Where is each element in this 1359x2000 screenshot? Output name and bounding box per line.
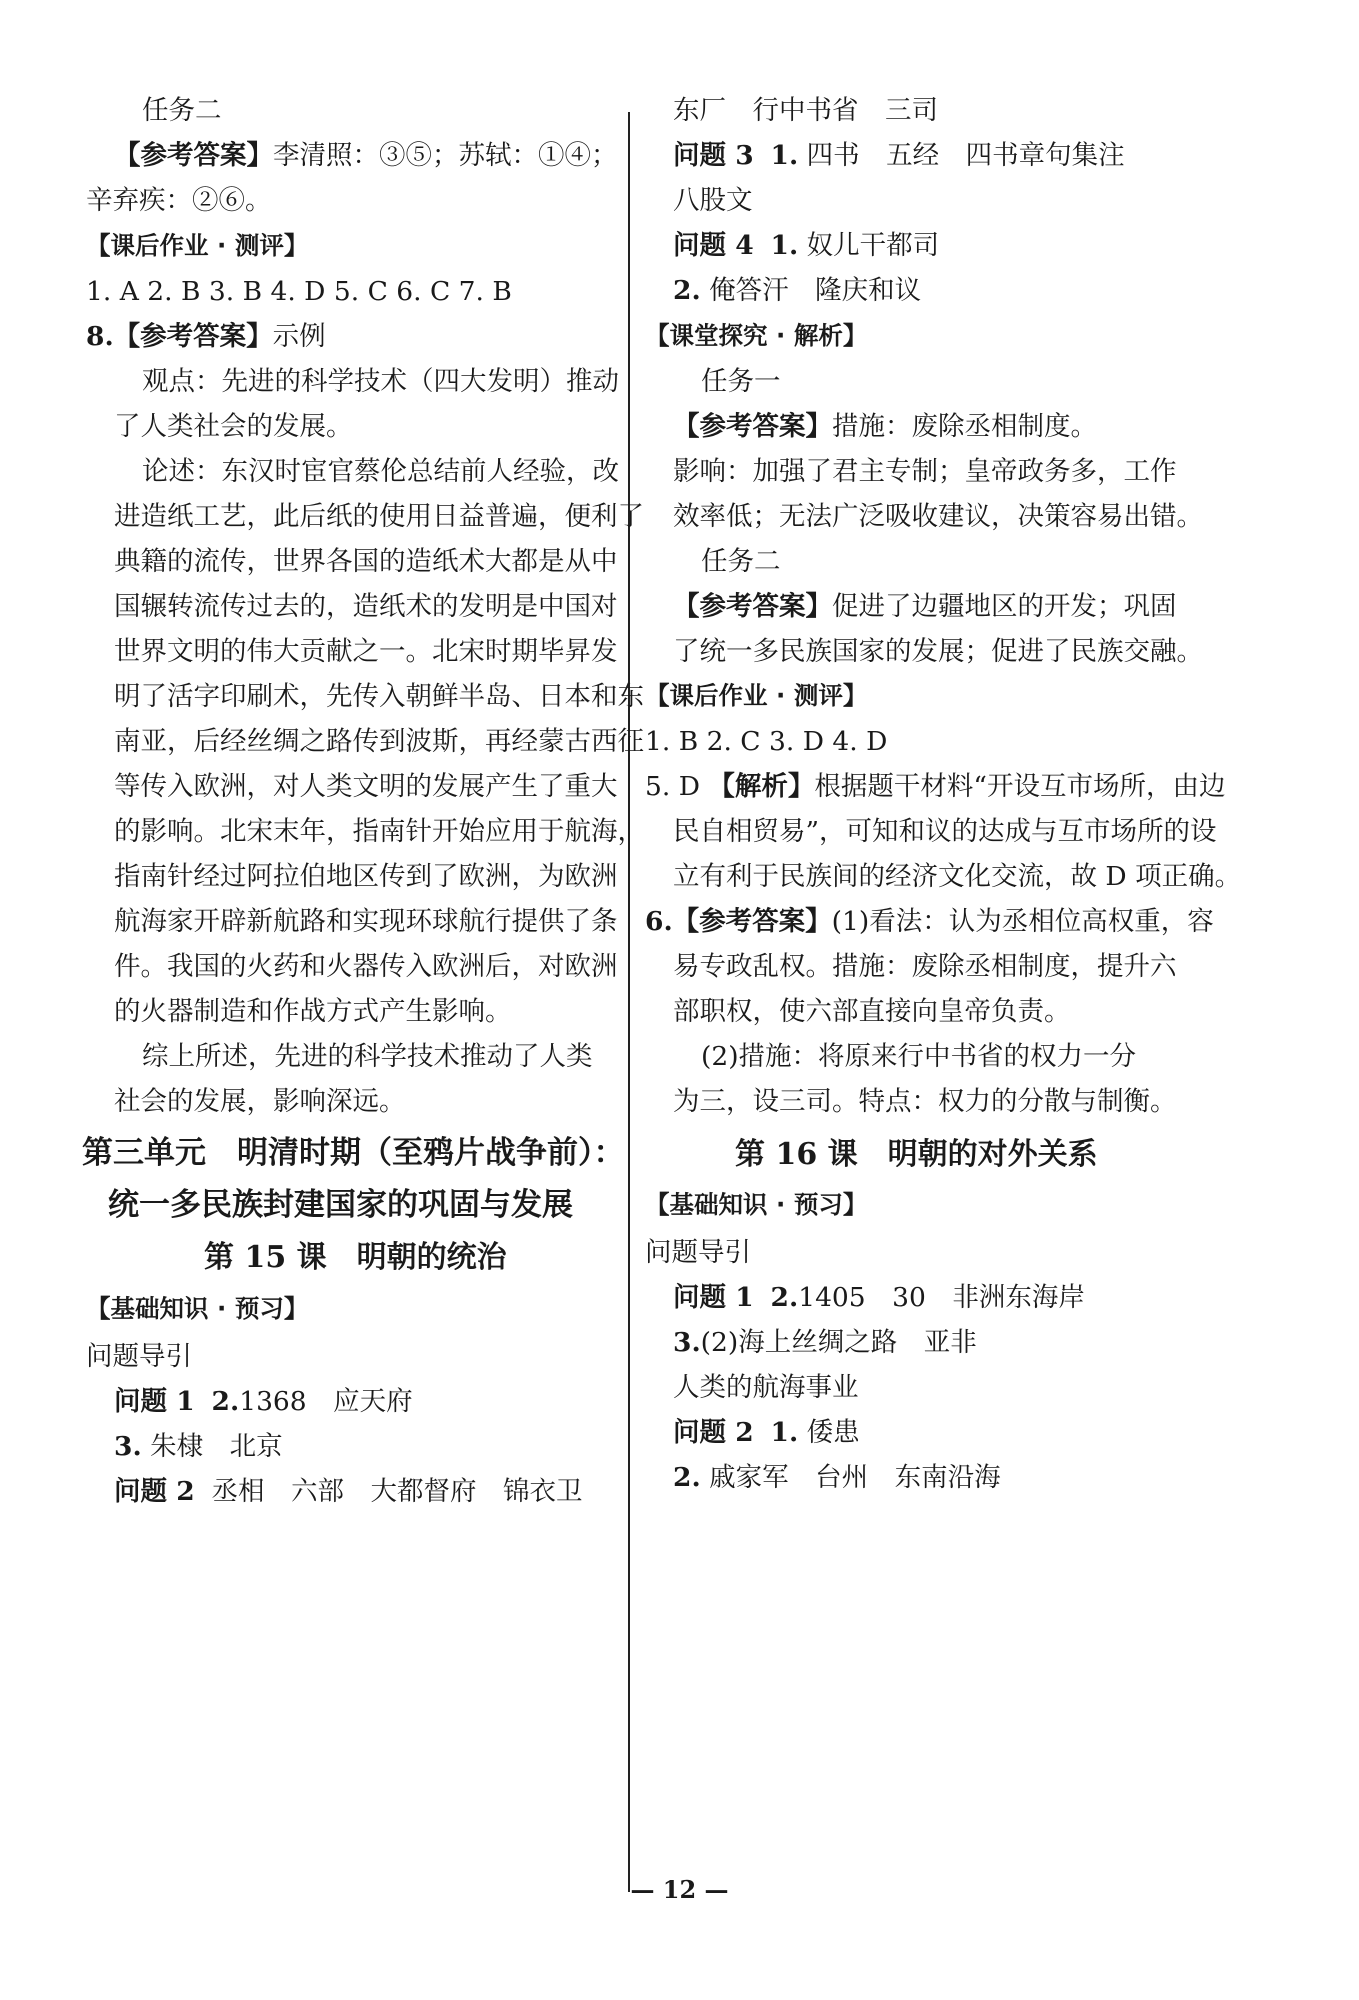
answer-line <box>673 411 1097 442</box>
section-heading: 【基础知识 · 预习】 <box>86 1294 309 1323</box>
text-line: 部职权，使六部直接向皇帝负责。 <box>673 996 1071 1027</box>
text-line: 南亚，后经丝绸之路传到波斯，再经蒙古西征 <box>114 726 644 757</box>
answer-text: 戚家军 台州 东南沿海 <box>709 1462 1001 1493</box>
question-label: 问题 4 <box>673 230 754 261</box>
question-label: 问题 1 <box>114 1386 195 1417</box>
answer-text: 四书 五经 四书章句集注 <box>806 140 1125 171</box>
item-number: 2. <box>770 1282 799 1313</box>
text-line: 等传入欧洲，对人类文明的发展产生了重大 <box>114 771 618 802</box>
text-line: 效率低；无法广泛吸收建议，决策容易出错。 <box>673 501 1203 532</box>
question-label: 问题 1 <box>673 1282 754 1313</box>
question-number: 8. <box>86 321 114 352</box>
answer-line: 八股文 <box>673 185 753 216</box>
question-number: 6. <box>645 906 673 937</box>
answer-text: (2)海上丝绸之路 亚非 <box>700 1327 977 1358</box>
answer-text: 丞相 六部 大都督府 锦衣卫 <box>211 1476 583 1507</box>
answer-text: 1405 30 非洲东海岸 <box>798 1282 1085 1313</box>
analysis-tag: 【解析】 <box>708 771 815 802</box>
task-heading: 任务二 <box>142 95 222 126</box>
text-line: 综上所述，先进的科学技术推动了人类 <box>142 1041 593 1072</box>
answer-text: 俺答汗 隆庆和议 <box>709 275 922 306</box>
answer-line <box>673 1417 860 1448</box>
section-heading: 【课后作业 · 测评】 <box>645 681 868 710</box>
answer-text: 促进了边疆地区的开发；巩固 <box>832 591 1177 622</box>
answer-text: 李清照：③⑤；苏轼：①④； <box>273 140 618 171</box>
answer-key-line: 1. B 2. C 3. D 4. D <box>645 726 888 757</box>
column-divider <box>628 112 630 1892</box>
answer-line <box>673 591 1177 622</box>
task-heading: 任务二 <box>701 546 781 577</box>
text-line: 航海家开辟新航路和实现环球航行提供了条 <box>114 906 618 937</box>
text-line: 影响：加强了君主专制；皇帝政务多，工作 <box>673 456 1177 487</box>
answer-text: 1368 应天府 <box>239 1386 413 1417</box>
answer-key-line: 1. A 2. B 3. B 4. D 5. C 6. C 7. B <box>86 276 512 307</box>
unit-title-line-1: 第三单元 明清时期（至鸦片战争前）： <box>82 1135 625 1171</box>
answer-tag: 【参考答案】 <box>673 591 832 622</box>
answer-text: 5. D <box>645 771 709 802</box>
answer-line: 辛弃疾：②⑥。 <box>86 185 272 216</box>
answer-line <box>673 275 922 306</box>
answer-tag: 【参考答案】 <box>673 411 832 442</box>
text-line: 的火器制造和作战方式产生影响。 <box>114 996 512 1027</box>
item-number: 1. <box>770 1417 799 1448</box>
question-label: 问题 2 <box>673 1417 754 1448</box>
text-line: 国辗转流传过去的，造纸术的发明是中国对 <box>114 591 618 622</box>
lesson-title: 第 15 课 明朝的统治 <box>204 1240 507 1275</box>
text-line: 立有利于民族间的经济文化交流，故 D 项正确。 <box>673 861 1242 892</box>
item-number: 1. <box>770 140 799 171</box>
text-line: 明了活字印刷术，先传入朝鲜半岛、日本和东 <box>114 681 644 712</box>
answer-text: 措施：废除丞相制度。 <box>832 411 1097 442</box>
answer-line <box>114 1476 583 1507</box>
answer-line <box>673 230 940 261</box>
answer-text: 倭患 <box>806 1417 860 1448</box>
text-line: 为三，设三司。特点：权力的分散与制衡。 <box>673 1086 1177 1117</box>
question-6-line <box>645 906 1214 937</box>
text-line: 世界文明的伟大贡献之一。北宋时期毕昇发 <box>114 636 618 667</box>
subsection-heading: 问题导引 <box>645 1237 751 1268</box>
question-label: 问题 2 <box>114 1476 195 1507</box>
answer-line <box>673 1462 1001 1493</box>
text-line: 观点：先进的科学技术（四大发明）推动 <box>142 366 619 397</box>
item-number: 1. <box>770 230 799 261</box>
answer-line: 东厂 行中书省 三司 <box>673 95 938 126</box>
section-heading: 【课后作业 · 测评】 <box>86 231 309 260</box>
question-5-line <box>645 771 1226 802</box>
text-line: 指南针经过阿拉伯地区传到了欧洲，为欧洲 <box>114 861 618 892</box>
item-number: 2. <box>211 1386 240 1417</box>
page-number: — 12 — <box>630 1875 729 1904</box>
text-line: 易专政乱权。措施：废除丞相制度，提升六 <box>673 951 1177 982</box>
answer-text: 示例 <box>272 321 326 352</box>
text-line: (2)措施：将原来行中书省的权力一分 <box>701 1041 1137 1072</box>
text-line: 件。我国的火药和火器传入欧洲后，对欧洲 <box>114 951 618 982</box>
subsection-heading: 问题导引 <box>86 1341 192 1372</box>
answer-line <box>114 140 618 171</box>
section-heading: 【课堂探究 · 解析】 <box>645 321 868 350</box>
item-number: 2. <box>673 1462 701 1493</box>
question-8-line <box>86 321 326 352</box>
item-number: 2. <box>673 275 701 306</box>
answer-text: (1)看法：认为丞相位高权重，容 <box>831 906 1214 937</box>
text-line: 进造纸工艺，此后纸的使用日益普遍，便利了 <box>114 501 644 532</box>
answer-line <box>114 1386 413 1417</box>
answer-text: 朱棣 北京 <box>150 1431 283 1462</box>
answer-tag: 【参考答案】 <box>114 140 273 171</box>
text-line: 了统一多民族国家的发展；促进了民族交融。 <box>673 636 1203 667</box>
text-line: 的影响。北宋末年，指南针开始应用于航海， <box>114 816 644 847</box>
answer-tag: 【参考答案】 <box>672 906 832 937</box>
lesson-title: 第 16 课 明朝的对外关系 <box>735 1137 1098 1172</box>
task-heading: 任务一 <box>701 366 781 397</box>
text-line: 了人类社会的发展。 <box>114 411 353 442</box>
section-heading: 【基础知识 · 预习】 <box>645 1190 868 1219</box>
answer-text: 奴儿干都司 <box>806 230 940 261</box>
item-number: 3. <box>114 1431 142 1462</box>
answer-text: 根据题干材料“开设互市场所，由边 <box>814 771 1226 802</box>
text-line: 论述：东汉时宦官蔡伦总结前人经验，改 <box>142 456 619 487</box>
answer-tag: 【参考答案】 <box>113 321 273 352</box>
answer-line <box>673 1282 1085 1313</box>
answer-line <box>114 1431 283 1462</box>
answer-line: 人类的航海事业 <box>673 1372 859 1403</box>
unit-title-line-2: 统一多民族封建国家的巩固与发展 <box>108 1187 573 1223</box>
text-line: 社会的发展，影响深远。 <box>114 1086 406 1117</box>
item-number: 3. <box>673 1327 701 1358</box>
text-line: 民自相贸易”，可知和议的达成与互市场所的设 <box>673 816 1217 847</box>
answer-line <box>673 1327 977 1358</box>
question-label: 问题 3 <box>673 140 754 171</box>
answer-line <box>673 140 1125 171</box>
text-line: 典籍的流传，世界各国的造纸术大都是从中 <box>114 546 618 577</box>
